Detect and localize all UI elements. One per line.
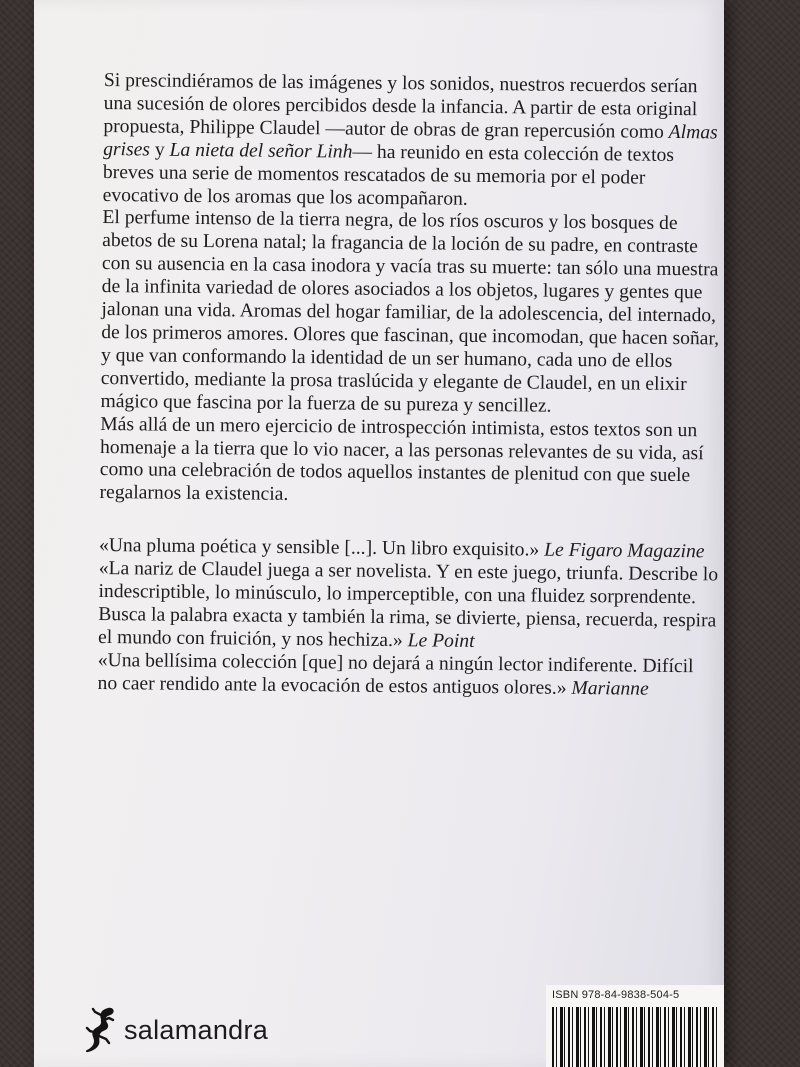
isbn-number: ISBN 978-84-9838-504-5 [552,989,680,1001]
salamander-logo-icon [78,1005,120,1055]
barcode-label [546,985,724,1067]
press-quote: «La nariz de Claudel juega a ser novelista. Y en este juego, triunfa. Describe lo indescriptible, lo minúsculo, lo imperceptible, con una fluidez sorprendente. Busca la palabra exacta y también la rima, se divierte, piensa, recuerda, respira el mundo con fruición, y nos hechiza.» Le Point [97,558,719,652]
blurb [99,70,724,512]
publisher-name: salamandra [124,1014,269,1045]
press-quote: «Una bellísima colección [que] no dejará a ningún lector indiferente. Difícil no caer rendido ante la evocación de estos antiguos olores.» Marianne [97,649,694,700]
back-cover-text [97,70,724,702]
press-quote: «Una pluma poética y sensible [...]. Un libro exquisito.» Le Figaro Magazine [98,535,705,563]
quote-source: Le Point [407,630,475,652]
blurb-paragraph-3: Más allá de un mero ejercicio de introspección intimista, estos textos son un homenaje a la tierra que lo vio nacer, a las personas relevantes de su vida, así como una celebración de todos aquellos instantes de plenitud con que suele regalarnos la existencia. [99,413,704,506]
publisher-logo [78,1005,268,1055]
quote-source: Marianne [571,677,649,700]
barcode [552,1007,718,1067]
book-back-cover [34,0,724,1067]
press-quotes [97,535,719,702]
book-title-almas-grises: Almas grises [103,121,718,161]
book-title-la-nieta: La nieta del señor Linh [169,139,353,163]
blurb-paragraph-1: Si prescindiéramos de las imágenes y los sonidos, nuestros recuerdos serían una sucesión de olores percibidos desde la infancia. A partir de esta original propuesta, Philippe Claudel —autor de obras de gran repercusión como Almas grises y La nieta del señor Linh— ha reunido en esta colección de textos breves una serie de momentos rescatados de su memoria por el poder evocativo de los aromas que los acompañaron. [102,70,718,210]
blurb-paragraph-2: El perfume intenso de la tierra negra, de los ríos oscuros y los bosques de abetos de su Lorena natal; la fragancia de la loción de su padre, en contraste con su ausencia en la casa inodora y vacía tras su muerte: tan sólo una muestra de la infinita variedad de olores asociados a los objetos, lugares y gentes que jalonan una vida. Aromas del hogar familiar, de la adolescencia, del internado, de los primeros amores. Olores que fascinan, que incomodan, que hacen soñar, y que van conformando la identidad de un ser humano, cada uno de ellos convertido, mediante la prosa traslúcida y elegante de Claudel, en un elixir mágico que fascina por la fuerza de su pureza y sencillez. [100,207,720,417]
quote-source: Le Figaro Magazine [544,539,705,563]
